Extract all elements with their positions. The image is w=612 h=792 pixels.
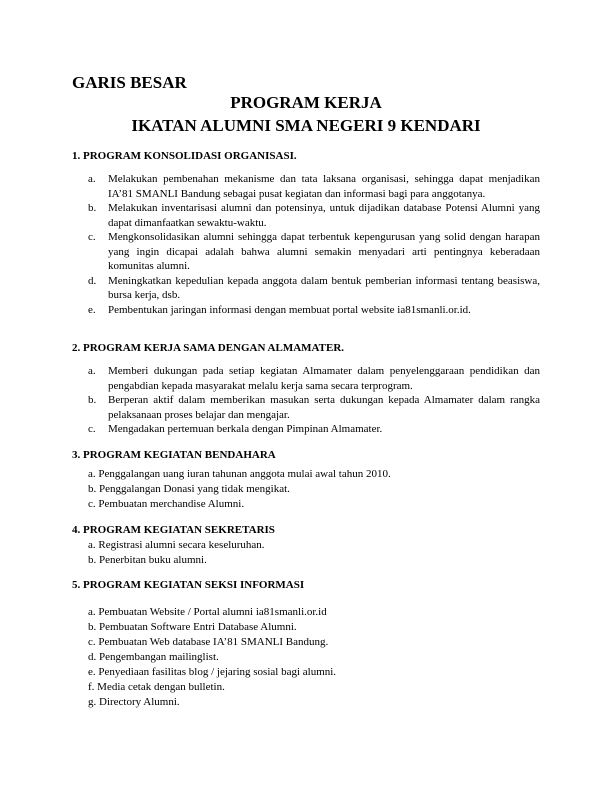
- section-heading-3: 3. PROGRAM KEGIATAN BENDAHARA: [72, 449, 276, 461]
- list-item: f. Media cetak dengan bulletin.: [88, 681, 225, 693]
- list-item: b. Pembuatan Software Entri Database Alumni.: [88, 621, 297, 633]
- list-item: g. Directory Alumni.: [88, 696, 180, 708]
- list-marker: b.: [88, 202, 97, 214]
- section-heading-4: 4. PROGRAM KEGIATAN SEKRETARIS: [72, 524, 275, 536]
- list-marker: c.: [88, 423, 96, 435]
- section-heading-1: 1. PROGRAM KONSOLIDASI ORGANISASI.: [72, 150, 297, 162]
- doc-title-program-kerja: PROGRAM KERJA: [230, 93, 382, 112]
- list-item: a. Registrasi alumni secara keseluruhan.: [88, 539, 265, 551]
- doc-title-organization: IKATAN ALUMNI SMA NEGERI 9 KENDARI: [131, 116, 481, 135]
- section-list-4: [88, 538, 540, 568]
- list-item: [72, 172, 540, 201]
- list-item: e. Penyediaan fasilitas blog / jejaring sosial bagi alumni.: [88, 666, 337, 678]
- list-item: [72, 303, 540, 318]
- list-item-text: Melakukan inventarisasi alumni dan potensinya, untuk dijadikan database Potensi Alumni yang dapat dimanfaatkan sewaktu-waktu.: [108, 202, 540, 229]
- list-item-text: Melakukan pembenahan mekanisme dan tata laksana organisasi, sehingga dapat menjadikan IA’81 SMANLI Bandung sebagai pusat kegiatan dan informasi bagi para anggotanya.: [108, 173, 540, 200]
- list-item-text: Mengkonsolidasikan alumni sehingga dapat terbentuk kepengurusan yang solid dengan harapan yang ingin dicapai adalah bahwa alumni semakin menyadari arti pentingnya keberadaan komunitas alumni.: [108, 231, 540, 272]
- section-list-1: [72, 172, 540, 317]
- list-item: b. Penerbitan buku alumni.: [88, 554, 207, 566]
- section-list-3: [88, 467, 540, 512]
- list-marker: a.: [88, 173, 96, 185]
- list-marker: d.: [88, 274, 97, 287]
- list-marker: e.: [88, 303, 96, 316]
- list-item-text: Meningkatkan kepedulian kepada anggota dalam bentuk pemberian informasi tentang beasiswa, bursa kerja, dsb.: [108, 274, 540, 301]
- list-item-text: Memberi dukungan pada setiap kegiatan Almamater dalam penyelenggaraan pendidikan dan pengabdian kepada masyarakat melalu kerja sama secara terprogram.: [108, 365, 540, 392]
- list-item-text: Mengadakan pertemuan berkala dengan Pimpinan Almamater.: [108, 423, 383, 435]
- list-item-text: Berperan aktif dalam memberikan masukan serta dukungan kepada Almamater dalam rangka pelaksanaan proses belajar dan mengajar.: [108, 394, 540, 421]
- list-item: d. Pengembangan mailinglist.: [88, 651, 219, 663]
- list-item: [72, 422, 540, 437]
- list-marker: c.: [88, 231, 96, 243]
- list-marker: b.: [88, 394, 97, 406]
- list-item-text: Pembentukan jaringan informasi dengan membuat portal website ia81smanli.or.id.: [108, 303, 471, 316]
- list-item: [72, 201, 540, 230]
- doc-title-garis-besar: GARIS BESAR: [72, 73, 187, 92]
- list-item: [72, 230, 540, 274]
- list-marker: a.: [88, 365, 96, 377]
- list-item: [72, 274, 540, 303]
- list-item: b. Penggalangan Donasi yang tidak mengikat.: [88, 483, 290, 495]
- list-item: [72, 364, 540, 393]
- list-item: c. Pembuatan Web database IA’81 SMANLI Bandung.: [88, 636, 329, 648]
- section-list-5: [88, 605, 540, 710]
- list-item: c. Pembuatan merchandise Alumni.: [88, 498, 245, 510]
- section-list-2: [72, 364, 540, 437]
- list-item: a. Pembuatan Website / Portal alumni ia81smanli.or.id: [88, 606, 327, 618]
- list-item: a. Penggalangan uang iuran tahunan anggota mulai awal tahun 2010.: [88, 468, 391, 480]
- list-item: [72, 393, 540, 422]
- section-heading-2: 2. PROGRAM KERJA SAMA DENGAN ALMAMATER.: [72, 342, 345, 354]
- section-heading-5: 5. PROGRAM KEGIATAN SEKSI INFORMASI: [72, 579, 305, 591]
